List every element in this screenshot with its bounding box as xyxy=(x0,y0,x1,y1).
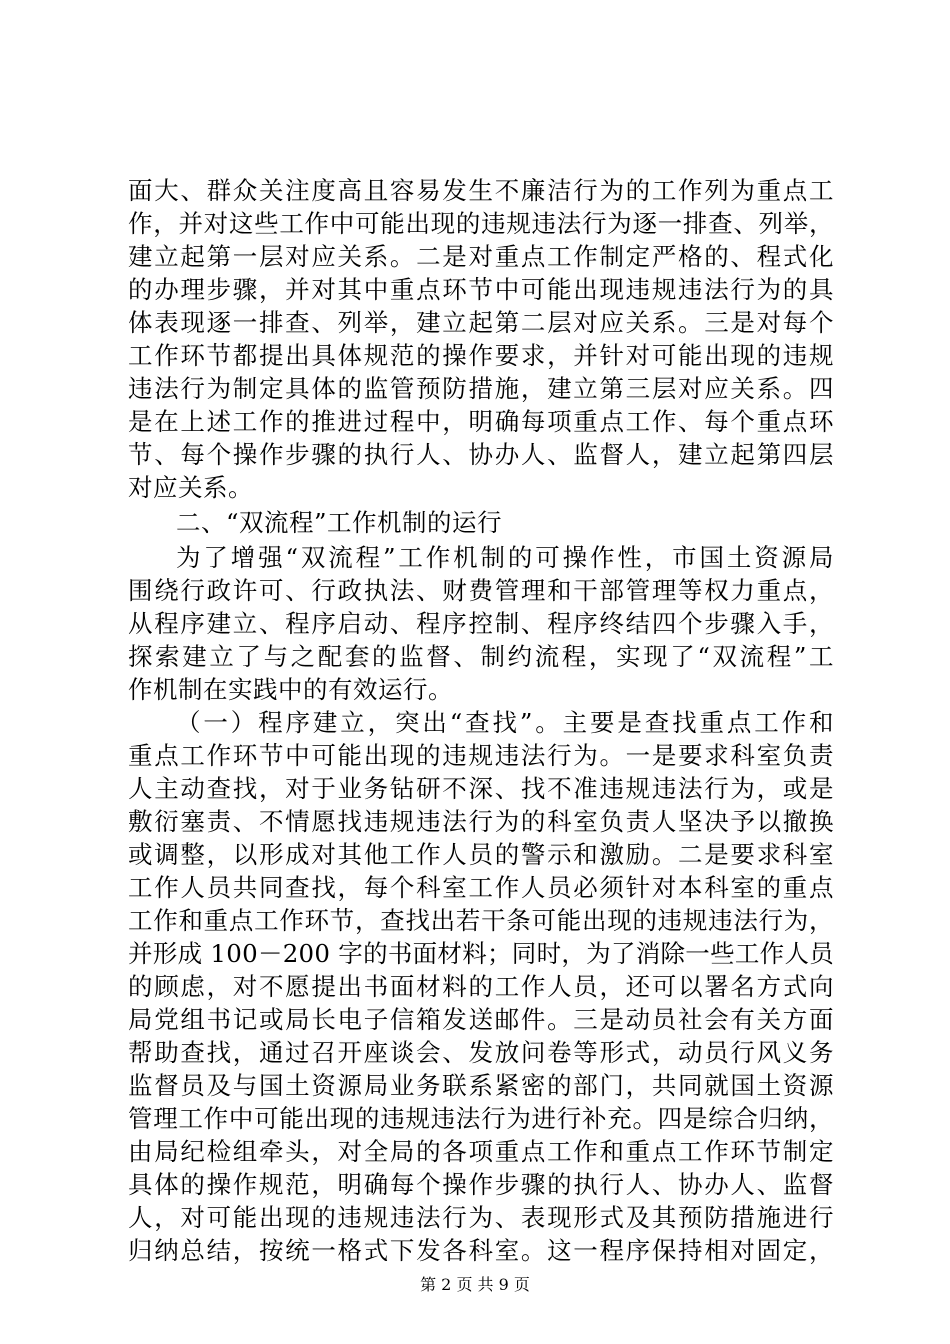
text-line: 体表现逐一排查、列举，建立起第二层对应关系。三是对每个 xyxy=(128,308,834,337)
text-line: 并形成 100－200 字的书面材料；同时，为了消除一些工作人员 xyxy=(128,939,834,968)
text-line: 对应关系。 xyxy=(128,473,253,502)
text-line: 人主动查找，对于业务钻研不深、找不准违规违法行为，或是 xyxy=(128,774,834,803)
text-line: 工作和重点工作环节，查找出若干条可能出现的违规违法行为， xyxy=(128,906,834,935)
text-line: 作机制在实践中的有效运行。 xyxy=(128,675,453,704)
text-line: 帮助查找，通过召开座谈会、发放问卷等形式，动员行风义务 xyxy=(128,1038,834,1067)
text-line: 违法行为制定具体的监管预防措施，建立第三层对应关系。四 xyxy=(128,374,834,403)
text-line: 人，对可能出现的违规违法行为、表现形式及其预防措施进行 xyxy=(128,1203,834,1232)
text-line: 重点工作环节中可能出现的违规违法行为。一是要求科室负责 xyxy=(128,741,834,770)
section-heading: 二、“双流程”工作机制的运行 xyxy=(176,508,503,537)
text-line: 由局纪检组牵头，对全局的各项重点工作和重点工作环节制定 xyxy=(128,1137,834,1166)
text-line: 工作环节都提出具体规范的操作要求，并针对可能出现的违规 xyxy=(128,341,834,370)
text-line: 归纳总结，按统一格式下发各科室。这一程序保持相对固定， xyxy=(128,1236,834,1265)
text-line: 的办理步骤，并对其中重点环节中可能出现违规违法行为的具 xyxy=(128,275,834,304)
text-line: 管理工作中可能出现的违规违法行为进行补充。四是综合归纳， xyxy=(128,1104,834,1133)
subsection-heading: （一）程序建立，突出“查找”。主要是查找重点工作和 xyxy=(176,708,834,737)
text-line: 建立起第一层对应关系。二是对重点工作制定严格的、程式化 xyxy=(128,242,834,271)
text-line: 是在上述工作的推进过程中，明确每项重点工作、每个重点环 xyxy=(128,407,834,436)
text-line: 节、每个操作步骤的执行人、协办人、监督人，建立起第四层 xyxy=(128,440,834,469)
text-line: 局党组书记或局长电子信箱发送邮件。三是动员社会有关方面 xyxy=(128,1005,834,1034)
text-line: 从程序建立、程序启动、程序控制、程序终结四个步骤入手， xyxy=(128,609,834,638)
text-line: 为了增强“双流程”工作机制的可操作性，市国土资源局 xyxy=(176,543,834,572)
text-line: 监督员及与国土资源局业务联系紧密的部门，共同就国土资源 xyxy=(128,1071,834,1100)
text-line: 工作人员共同查找，每个科室工作人员必须针对本科室的重点 xyxy=(128,873,834,902)
text-line: 具体的操作规范，明确每个操作步骤的执行人、协办人、监督 xyxy=(128,1170,834,1199)
text-line: 敷衍塞责、不情愿找违规违法行为的科室负责人坚决予以撤换 xyxy=(128,807,834,836)
text-line: 的顾虑，对不愿提出书面材料的工作人员，还可以署名方式向 xyxy=(128,972,834,1001)
text-line: 面大、群众关注度高且容易发生不廉洁行为的工作列为重点工 xyxy=(128,176,834,205)
text-line: 作，并对这些工作中可能出现的违规违法行为逐一排查、列举， xyxy=(128,209,834,238)
page-footer: 第 2 页 共 9 页 xyxy=(420,1275,530,1294)
text-line: 探索建立了与之配套的监督、制约流程，实现了“双流程”工 xyxy=(128,642,834,671)
text-line: 围绕行政许可、行政执法、财费管理和干部管理等权力重点， xyxy=(128,576,834,605)
text-line: 或调整，以形成对其他工作人员的警示和激励。二是要求科室 xyxy=(128,840,834,869)
